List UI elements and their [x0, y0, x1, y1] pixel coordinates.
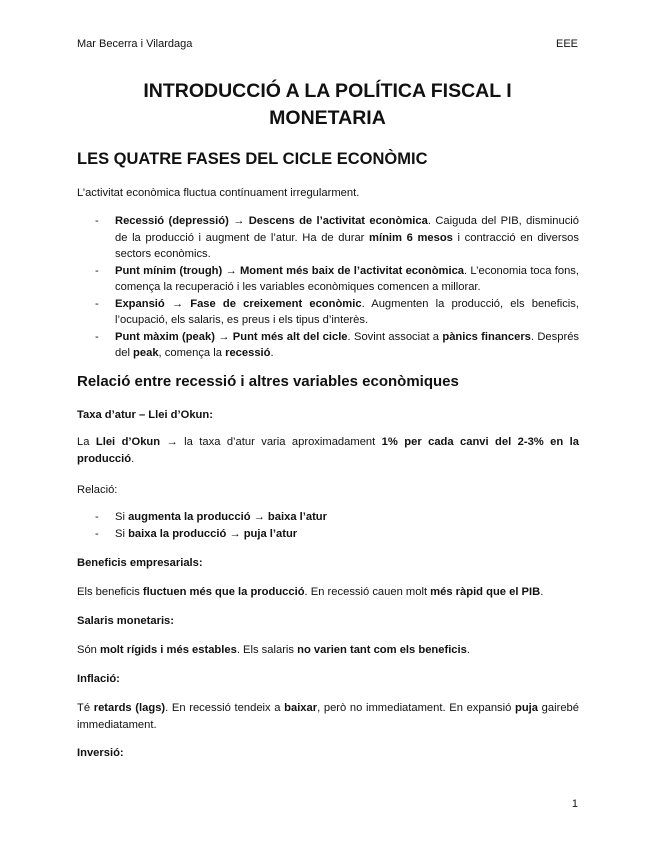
- header-code: EEE: [555, 38, 578, 50]
- text-run: gairebé immediatament.: [77, 702, 579, 731]
- text-run: . Caiguda del PIB, disminució de la producció i augment de l’atur. Ha de durar: [115, 215, 580, 244]
- text-run: . En recessió cauen molt: [304, 586, 431, 598]
- list-item: - Si baixa la producció → puja l’atur: [95, 527, 298, 540]
- relacio-item-2: [115, 528, 297, 540]
- bold-run: baixar: [284, 702, 318, 714]
- list-item: - Punt mínim (trough) → Moment més baix de l’activitat econòmica. L’economia toca fons, comença la recuperació i les variables econòmiques comencen a millorar.: [95, 264, 579, 293]
- bold-run: baixa la producció → puja l’atur: [128, 527, 298, 540]
- page-number: 1: [571, 798, 578, 810]
- relacio-label: Relació:: [77, 484, 118, 496]
- text-run: La: [77, 436, 96, 448]
- text-run: .: [131, 453, 135, 465]
- bold-run: Punt màxim (peak) → Punt més alt del cicle: [115, 330, 348, 343]
- text-run: .: [540, 586, 544, 598]
- bold-run: retards (lags): [93, 702, 166, 714]
- bold-run: Recessió (depressió) → Descens de l’activitat econòmica: [115, 215, 428, 227]
- phase-recessio-text: [115, 215, 579, 260]
- phase-expansio-text: [115, 298, 579, 327]
- section-heading-cycle: LES QUATRE FASES DEL CICLE ECONÒMIC: [77, 150, 428, 168]
- inflacio-title: Inflació:: [77, 673, 120, 685]
- list-item: - Recessió (depressió) → Descens de l’activitat econòmica. Caiguda del PIB, disminució de la producció i augment de l’atur. Ha de durar mínim 6 mesos i contracció en diversos sectors econòmics.: [95, 215, 580, 260]
- bold-run: molt rígids i més estables: [100, 644, 237, 656]
- text-run: . Després del: [115, 330, 580, 359]
- title-line-1: INTRODUCCIÓ A LA POLÍTICA FISCAL I: [143, 80, 512, 102]
- salaris-text: [77, 642, 579, 659]
- bold-run: més ràpid que el PIB: [430, 586, 541, 598]
- list-item: - Punt màxim (peak) → Punt més alt del cicle. Sovint associat a pànics financers. Després del peak, comença la recessió.: [95, 330, 580, 359]
- text-run: Si: [115, 527, 129, 540]
- title-line-2: MONETARIA: [269, 107, 386, 129]
- section-heading-relations: Relació entre recessió i altres variables econòmiques: [77, 373, 459, 390]
- text-run: Si: [115, 511, 129, 523]
- bold-run: 1% per cada canvi del 2-3% en la producció: [77, 436, 579, 465]
- text-run: i contracció en diversos sectors econòmics.: [115, 231, 579, 260]
- list-item: - Si augmenta la producció → baixa l’atur: [95, 511, 327, 523]
- okun-title: Taxa d’atur – Llei d’Okun:: [77, 409, 213, 421]
- bold-run: mínim 6 mesos: [369, 231, 453, 244]
- phase-maxim-text: [115, 331, 579, 360]
- text-run: , però no immediatament. En expansió: [317, 702, 516, 714]
- text-run: . Sovint associat a: [347, 330, 443, 343]
- beneficis-title: Beneficis empresarials:: [77, 557, 203, 569]
- text-run: , comença la: [158, 347, 226, 359]
- text-run: . Augmenten la producció, els beneficis, l’ocupació, els salaris, es preus i els tipus d’interès.: [115, 297, 579, 326]
- bold-run: fluctuen més que la producció: [142, 586, 305, 598]
- beneficis-text: [77, 584, 579, 601]
- bold-run: no varien tant com els beneficis: [297, 644, 467, 656]
- text-run: → la taxa d’atur varia aproximadament: [160, 436, 382, 448]
- header-author: Mar Becerra i Vilardaga: [77, 38, 193, 50]
- okun-text: [77, 434, 579, 468]
- bold-run: recessió: [225, 347, 271, 359]
- list-item: - Expansió → Fase de creixement econòmic. Augmenten la producció, els beneficis, l’ocupació, els salaris, es preus i els tipus d’interès.: [95, 297, 579, 326]
- phase-minim-text: [115, 265, 579, 294]
- bold-run: pànics financers: [442, 330, 531, 343]
- text-run: .: [466, 644, 470, 656]
- inflacio-text: [77, 700, 579, 734]
- inversio-title: Inversió:: [77, 747, 124, 759]
- text-run: . L’economia toca fons, comença la recuperació i les variables econòmiques comencen a millorar.: [115, 264, 579, 293]
- cycle-intro: L’activitat econòmica fluctua contínuament irregularment.: [77, 187, 360, 199]
- bold-run: Llei d’Okun: [95, 436, 161, 448]
- bold-run: peak: [133, 347, 159, 359]
- bold-run: Expansió → Fase de creixement econòmic: [115, 297, 362, 310]
- relacio-item-1: [115, 511, 327, 523]
- text-run: Els beneficis: [77, 586, 143, 598]
- text-run: . Els salaris: [236, 644, 298, 656]
- text-run: Són: [77, 644, 101, 656]
- bold-run: augmenta la producció → baixa l’atur: [128, 511, 327, 523]
- phases-list: [77, 213, 579, 362]
- document-title: [77, 78, 578, 132]
- text-run: Té: [77, 702, 94, 714]
- relacio-list: [77, 509, 579, 542]
- text-run: . En recessió tendeix a: [165, 702, 285, 714]
- bold-run: Punt mínim (trough) → Moment més baix de l’activitat econòmica: [115, 264, 465, 277]
- text-run: .: [270, 347, 274, 359]
- bold-run: puja: [515, 702, 539, 714]
- salaris-title: Salaris monetaris:: [77, 615, 175, 627]
